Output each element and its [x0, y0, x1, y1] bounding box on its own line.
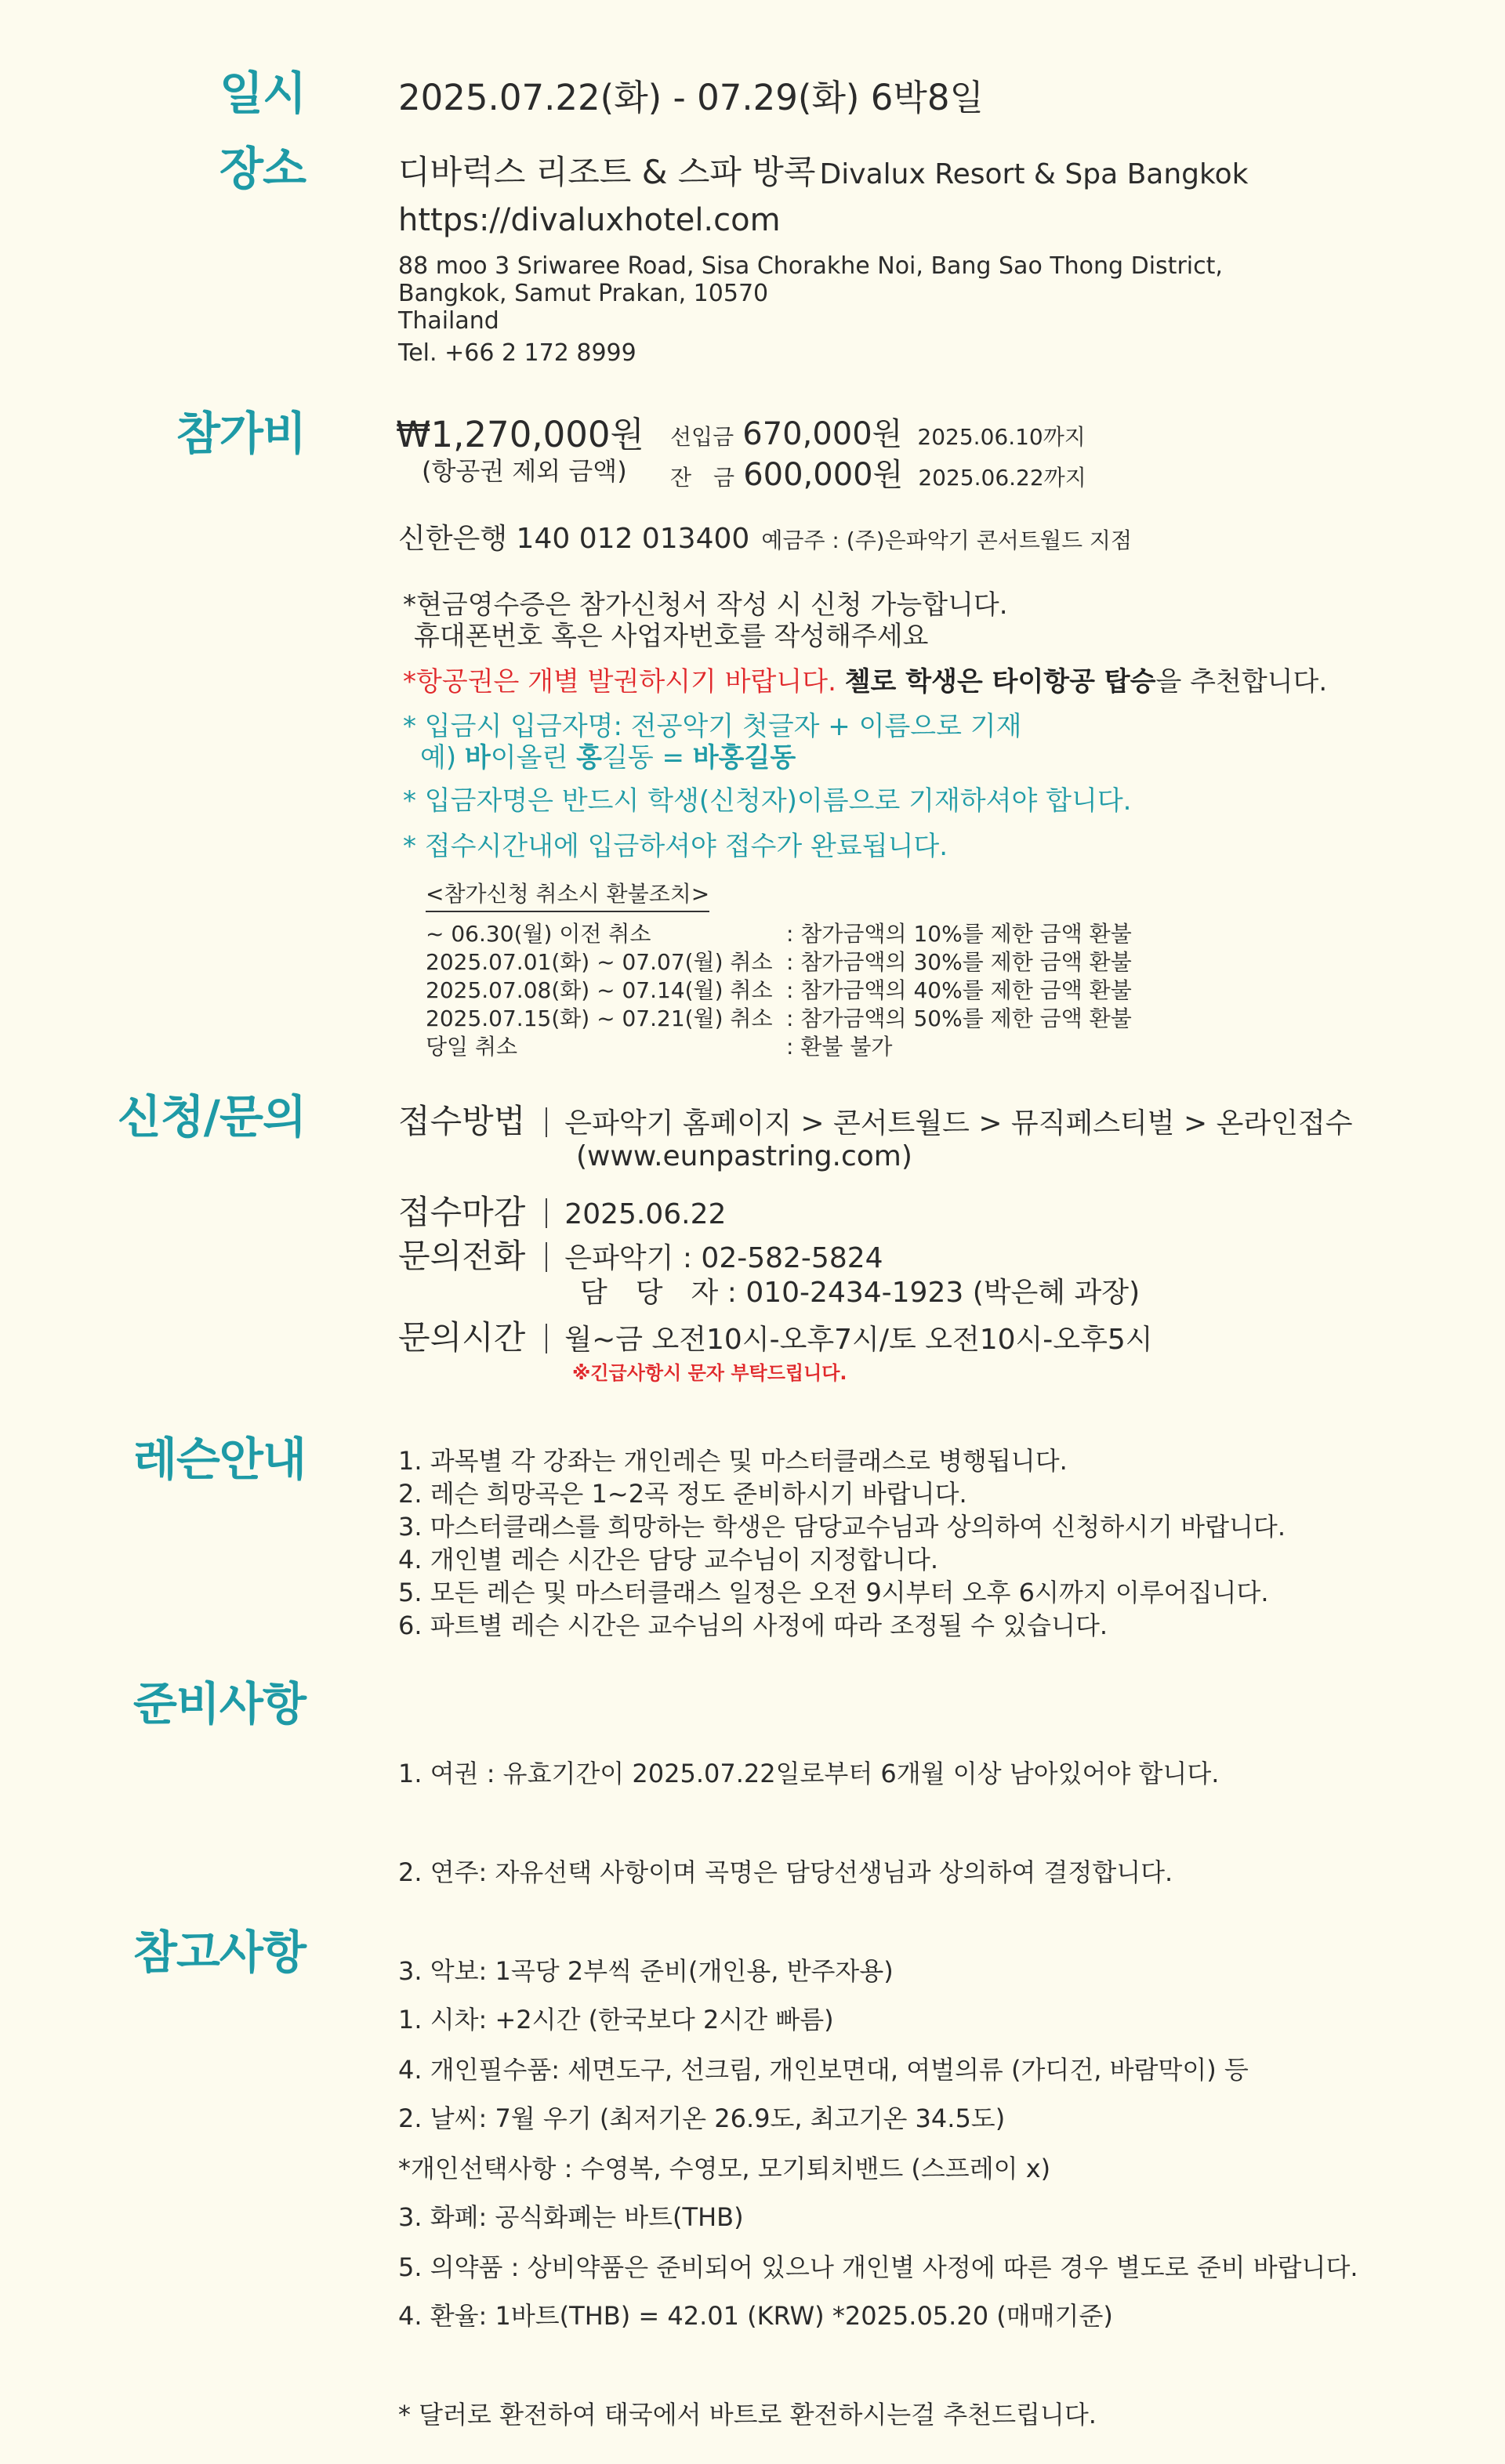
phone-label: 문의전화 — [398, 1237, 526, 1275]
depositor-line: * 입금시 입금자명: 전공악기 첫글자 + 이름으로 기재 — [403, 711, 1022, 742]
deadline-label: 접수마감 — [398, 1193, 526, 1231]
venue-name-ko: 디바럭스 리조트 & 스파 방콕 — [398, 153, 816, 191]
divider — [546, 1198, 547, 1228]
urgent-note: ※긴급사항시 문자 부탁드립니다. — [572, 1362, 847, 1384]
bank-number: 신한은행 140 012 013400 — [398, 523, 750, 555]
list-item: * 달러로 환전하여 태국에서 바트로 환전하시는걸 추천드립니다. — [398, 2400, 1097, 2430]
apply-method-value: 은파악기 홈페이지 > 콘서트월드 > 뮤직페스티벌 > 온라인접수 — [564, 1107, 1353, 1140]
section-label-notes: 참고사항 — [132, 1926, 306, 1979]
account-holder: 예금주 : (주)은파악기 콘서트월드 지점 — [761, 527, 1132, 553]
deposit-amount: 670,000원 — [742, 416, 903, 452]
lesson-list — [398, 1444, 1286, 1642]
receipt-line: *현금영수증은 참가신청서 작성 시 신청 가능합니다. — [403, 589, 1008, 621]
refund-period: 2025.07.08(화) ~ 07.14(월) 취소 — [426, 977, 773, 1003]
refund-rate: : 참가금액의 30%를 제한 금액 환불 — [786, 948, 1132, 975]
refund-rate: : 참가금액의 50%를 제한 금액 환불 — [786, 1005, 1132, 1031]
venue-name — [398, 153, 1248, 192]
phone-main: 은파악기 : 02-582-5824 — [564, 1242, 883, 1274]
deadline-value: 2025.06.22 — [564, 1198, 727, 1230]
refund-rate: : 환불 불가 — [786, 1033, 893, 1060]
balance-label: 잔 금 — [670, 465, 735, 491]
refund-period: 2025.07.01(화) ~ 07.07(월) 취소 — [426, 948, 773, 975]
deposit-label: 선입금 — [670, 424, 734, 450]
list-item: 2. 레슨 희망곡은 1~2곡 정도 준비하시기 바랍니다. — [398, 1479, 967, 1509]
event-dates: 2025.07.22(화) - 07.29(화) 6박8일 — [398, 77, 984, 118]
list-item: 1. 시차: +2시간 (한국보다 2시간 빠름) — [398, 2005, 834, 2035]
list-item: 1. 여권 : 유효기간이 2025.07.22일로부터 6개월 이상 남아있어야 합니다. — [398, 1759, 1220, 1788]
list-item: 2. 연주: 자유선택 사항이며 곡명은 담당선생님과 상의하여 결정합니다. — [398, 1857, 1173, 1887]
flight-note-rest: 을 추천합니다. — [1155, 666, 1328, 698]
section-label-fee: 참가비 — [176, 407, 306, 460]
deposit-row — [670, 415, 1086, 453]
example-violin: 이올린 — [490, 742, 577, 774]
refund-period: 2025.07.15(화) ~ 07.21(월) 취소 — [426, 1005, 773, 1031]
deposit-time-rule: * 접수시간내에 입금하셔야 접수가 완료됩니다. — [403, 831, 948, 862]
deadline-row — [398, 1193, 726, 1232]
address-line: Bangkok, Samut Prakan, 10570 — [398, 280, 769, 307]
venue-address — [398, 252, 1223, 367]
list-item: 4. 개인필수품: 세면도구, 선크림, 개인보면대, 여벌의류 (가디건, 바람막이) 등 — [398, 2055, 1249, 2085]
example-result: 바홍길동 — [692, 742, 796, 774]
list-item: 4. 환율: 1바트(THB) = 42.01 (KRW) *2025.05.20 (매매기준) — [398, 2301, 1113, 2331]
divider — [546, 1324, 547, 1353]
refund-period: ~ 06.30(월) 이전 취소 — [426, 920, 651, 947]
section-label-prep: 준비사항 — [132, 1677, 306, 1730]
venue-tel: Tel. +66 2 172 8999 — [398, 339, 636, 367]
fee-amount: ₩1,270,000원 — [396, 414, 644, 455]
apply-method-label: 접수방법 — [398, 1102, 526, 1140]
refund-rate: : 참가금액의 40%를 제한 금액 환불 — [786, 977, 1132, 1003]
notes-list — [398, 1937, 1113, 2464]
receipt-line: 휴대폰번호 혹은 사업자번호를 작성해주세요 — [414, 621, 929, 652]
example-prefix: 예) — [420, 742, 465, 774]
refund-period: 당일 취소 — [426, 1033, 518, 1060]
venue-name-en: Divalux Resort & Spa Bangkok — [819, 158, 1249, 190]
deposit-due: 2025.06.10까지 — [917, 424, 1086, 450]
section-label-lesson: 레슨안내 — [132, 1433, 306, 1486]
flight-note-red: *항공권은 개별 발권하시기 바랍니다. — [403, 666, 836, 698]
example-gildong: 길동 = — [601, 742, 693, 774]
depositor-example — [403, 742, 1021, 774]
refund-heading: <참가신청 취소시 환불조치> — [426, 881, 709, 912]
divider — [546, 1242, 547, 1272]
divider — [546, 1107, 547, 1137]
phone-manager: 담 당 자 : 010-2434-1923 (박은혜 과장) — [580, 1277, 1141, 1309]
venue-url[interactable]: https://divaluxhotel.com — [398, 202, 781, 238]
flight-note — [403, 666, 1327, 698]
address-line: Thailand — [398, 307, 499, 335]
refund-policy — [426, 881, 1132, 1061]
list-item: 3. 마스터클래스를 희망하는 학생은 담당교수님과 상의하여 신청하시기 바랍니다. — [398, 1512, 1286, 1542]
receipt-note — [403, 589, 1008, 652]
depositor-name-rule: * 입금자명은 반드시 학생(신청자)이름으로 기재하셔야 합니다. — [403, 785, 1132, 817]
section-label-venue: 장소 — [219, 142, 306, 195]
list-item: 3. 화폐: 공식화폐는 바트(THB) — [398, 2202, 744, 2232]
refund-rate: : 참가금액의 10%를 제한 금액 환불 — [786, 920, 1132, 947]
address-line: 88 moo 3 Sriwaree Road, Sisa Chorakhe Noi, Bang Sao Thong District, — [398, 252, 1223, 280]
hours-row — [398, 1318, 1153, 1357]
flight-note-bold: 첼로 학생은 타이항공 탑승 — [844, 666, 1156, 698]
hours-label: 문의시간 — [398, 1318, 526, 1357]
phone-row — [398, 1237, 883, 1276]
list-item: *개인선택사항 : 수영복, 수영모, 모기퇴치밴드 (스프레이 x) — [398, 2154, 1051, 2183]
list-item: 4. 개인별 레슨 시간은 담당 교수님이 지정합니다. — [398, 1545, 939, 1574]
example-ba: 바 — [464, 742, 491, 774]
refund-table — [426, 920, 1132, 1061]
list-item: 5. 모든 레슨 및 마스터클래스 일정은 오전 9시부터 오후 6시까지 이루어집니다. — [398, 1578, 1269, 1607]
fee-note: (항공권 제외 금액) — [422, 456, 627, 486]
balance-row — [670, 456, 1086, 494]
apply-method-row — [398, 1102, 1353, 1141]
example-hong: 홍 — [576, 742, 602, 774]
apply-url[interactable]: (www.eunpastring.com) — [576, 1140, 912, 1172]
list-item: 1. 과목별 각 강좌는 개인레슨 및 마스터클래스로 병행됩니다. — [398, 1446, 1068, 1476]
list-item: 2. 날씨: 7월 우기 (최저기온 26.9도, 최고기온 34.5도) — [398, 2103, 1006, 2133]
section-label-apply: 신청/문의 — [117, 1090, 306, 1143]
hours-value: 월~금 오전10시-오후7시/토 오전10시-오후5시 — [564, 1324, 1153, 1356]
list-item: 5. 의약품 : 상비약품은 준비되어 있으나 개인별 사정에 따른 경우 별도로 준비 바랍니다. — [398, 2252, 1358, 2282]
depositor-rule — [403, 711, 1021, 774]
list-item: 6. 파트별 레슨 시간은 교수님의 사정에 따라 조정될 수 있습니다. — [398, 1611, 1108, 1640]
bank-account — [398, 522, 1132, 556]
balance-due: 2025.06.22까지 — [918, 465, 1086, 491]
list-item: 3. 악보: 1곡당 2부씩 준비(개인용, 반주자용) — [398, 1956, 894, 1986]
balance-amount: 600,000원 — [743, 457, 904, 493]
section-label-date: 일시 — [219, 67, 306, 120]
